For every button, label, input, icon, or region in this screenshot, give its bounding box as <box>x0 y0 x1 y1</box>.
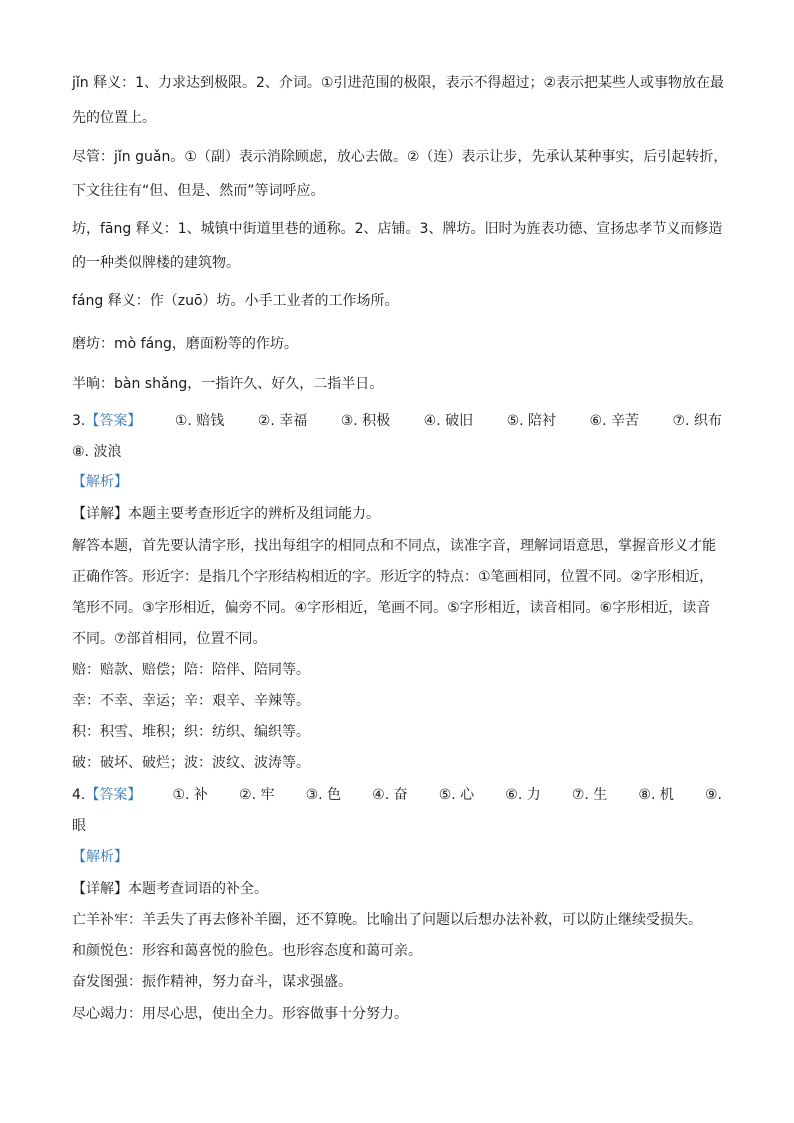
definition-line: 磨坊：mò fáng，磨面粉等的作坊。 <box>72 336 298 352</box>
q3-answer-row <box>72 412 722 430</box>
q4-answer-item: ⑥. 力 <box>505 787 541 803</box>
q4-detail-text: 本题考查词语的补全。 <box>128 881 268 897</box>
definition-line: 先的位置上。 <box>72 110 156 126</box>
q4-explanation-line: 奋发图强：振作精神，努力奋斗，谋求强盛。 <box>72 974 352 990</box>
q4-answer-item: ①. 补 <box>172 787 208 803</box>
q4-number: 4. <box>72 787 86 803</box>
q3-detail-tag: 【详解】 <box>72 506 128 522</box>
q4-answer-row <box>72 786 722 804</box>
q3-paragraph-line: 不同。⑦部首相同，位置不同。 <box>72 631 267 647</box>
q3-answer-item: ⑧. 波浪 <box>72 444 122 460</box>
q3-number: 3. <box>72 413 86 429</box>
definition-line: 下文往往有“但、但是、然而”等词呼应。 <box>72 183 325 199</box>
q4-answer-item: ④. 奋 <box>372 787 408 803</box>
q3-answer-tag: 【答案】 <box>85 413 142 429</box>
q4-analysis-tag: 【解析】 <box>72 849 128 865</box>
q3-paragraph-line: 正确作答。形近字：是指几个字形结构相近的字。形近字的特点：①笔画相同，位置不同。②字形相近， <box>72 569 714 585</box>
q4-detail-tag: 【详解】 <box>72 881 128 897</box>
q3-detail-text: 本题主要考查形近字的辨析及组词能力。 <box>128 506 380 522</box>
q4-answer-item: ⑤. 心 <box>438 787 475 803</box>
definition-line: fáng 释义：作（zuō）坊。小手工业者的工作场所。 <box>72 293 399 309</box>
definition-line: 的一种类似牌楼的建筑物。 <box>72 255 240 271</box>
q4-explanation-line: 尽心竭力：用尽心思，使出全力。形容做事十分努力。 <box>72 1006 408 1022</box>
q4-answer-item: ②. 牢 <box>239 787 275 803</box>
q3-paragraph-line: 解答本题，首先要认清字形，找出每组字的相同点和不同点，读准字音，理解词语意思，掌握音形义才能 <box>72 538 716 554</box>
definition-line: jǐn 释义：1、力求达到极限。2、介词。①引进范围的极限，表示不得超过；②表示把某些人或事物放在最 <box>72 75 725 91</box>
definition-line: 半晌：bàn shǎng，一指许久、好久，二指半日。 <box>72 376 384 392</box>
q3-paragraph-line: 笔形不同。③字形相近，偏旁不同。④字形相近，笔画不同。⑤字形相近，读音相同。⑥字形相近，读音 <box>72 600 711 616</box>
q3-word-group: 积：积雪、堆积；织：纺织、编织等。 <box>72 724 310 740</box>
q3-answer-item: ①. 赔钱 <box>174 413 225 429</box>
definition-line: 坊，fāng 释义：1、城镇中街道里巷的通称。2、店铺。3、牌坊。旧时为旌表功德、宣扬忠孝节义而修造 <box>72 221 723 237</box>
q4-answer-item: 眼 <box>72 818 86 834</box>
q4-explanation-line: 和颜悦色：形容和蔼喜悦的脸色。也形容态度和蔼可亲。 <box>72 943 422 959</box>
q4-answer-item: ③. 色 <box>305 787 342 803</box>
q3-answer-item: ⑤. 陪衬 <box>506 413 557 429</box>
q4-answer-item: ⑦. 生 <box>571 787 608 803</box>
q3-word-group: 幸：不幸、幸运；辛：艰辛、辛辣等。 <box>72 693 310 709</box>
q4-answer-item: ⑨. <box>704 787 722 803</box>
q4-header <box>72 786 141 804</box>
q3-answer-item: ⑥. 辛苦 <box>589 413 639 429</box>
q4-answer-tag: 【答案】 <box>85 787 142 803</box>
q3-analysis-tag: 【解析】 <box>72 474 128 490</box>
q3-detail <box>72 505 380 523</box>
q3-word-group: 破：破坏、破烂；波：波纹、波涛等。 <box>72 755 310 771</box>
q3-word-group: 赔：赔款、赔偿；陪：陪伴、陪同等。 <box>72 662 310 678</box>
q3-answer-item: ⑦. 织布 <box>672 413 722 429</box>
q4-explanation-line: 亡羊补牢：羊丢失了再去修补羊圈，还不算晚。比喻出了问题以后想办法补救，可以防止继续受损失。 <box>72 912 702 928</box>
q4-detail <box>72 880 268 898</box>
q3-answer-item: ②. 幸福 <box>257 413 308 429</box>
q3-header <box>72 412 141 430</box>
q3-answer-item: ③. 积极 <box>340 413 391 429</box>
q3-answer-item: ④. 破旧 <box>423 413 474 429</box>
q4-answer-item: ⑧. 机 <box>638 787 674 803</box>
definition-line: 尽管：jǐn guǎn。①（副）表示消除顾虑，放心去做。②（连）表示让步，先承认某种事实，后引起转折， <box>72 149 728 165</box>
